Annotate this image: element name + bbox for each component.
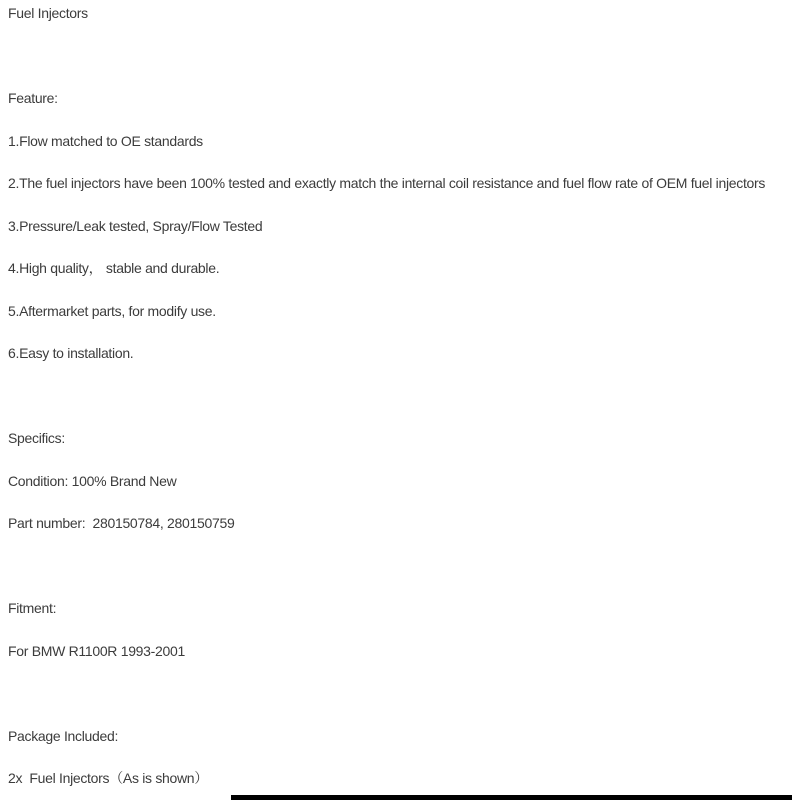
spacer: [8, 556, 800, 599]
feature-item: 6.Easy to installation.: [8, 343, 800, 386]
feature-item: 5.Aftermarket parts, for modify use.: [8, 301, 800, 344]
spacer: [8, 386, 800, 429]
package-item: 2x Fuel Injectors（As is shown）: [8, 768, 800, 811]
fitment-line: For BMW R1100R 1993-2001: [8, 641, 800, 684]
product-description: [8, 3, 800, 811]
feature-heading: Feature:: [8, 88, 800, 131]
feature-item: 3.Pressure/Leak tested, Spray/Flow Tested: [8, 216, 800, 259]
part-number-line: Part number: 280150784, 280150759: [8, 513, 800, 556]
feature-item: 1.Flow matched to OE standards: [8, 131, 800, 174]
bottom-divider: [231, 795, 792, 800]
spacer: [8, 683, 800, 726]
condition-line: Condition: 100% Brand New: [8, 471, 800, 514]
fitment-heading: Fitment:: [8, 598, 800, 641]
feature-item: 4.High quality， stable and durable.: [8, 258, 800, 301]
spacer: [8, 46, 800, 89]
specifics-heading: Specifics:: [8, 428, 800, 471]
page-title: Fuel Injectors: [8, 3, 800, 46]
package-heading: Package Included:: [8, 726, 800, 769]
feature-item: 2.The fuel injectors have been 100% tested and exactly match the internal coil resistance and fuel flow rate of OEM fuel injectors: [8, 173, 800, 216]
